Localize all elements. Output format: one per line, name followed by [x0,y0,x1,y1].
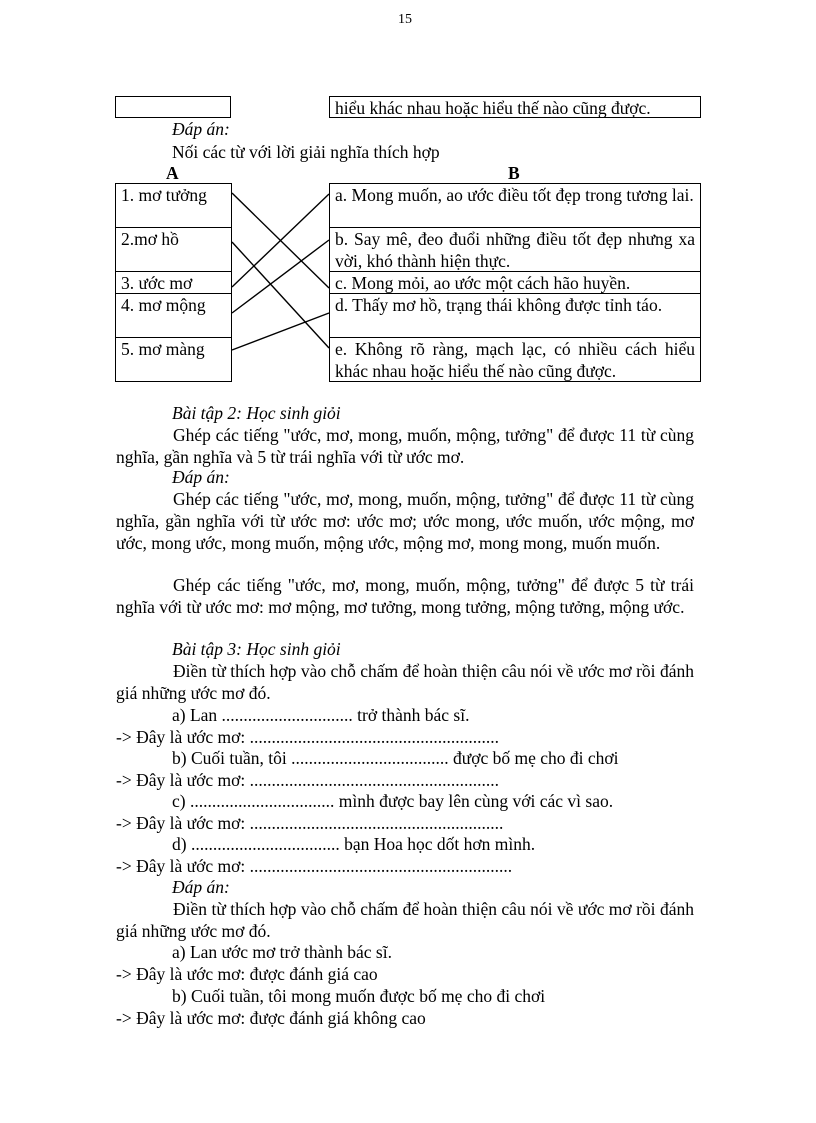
exercise-3-item-b: b) Cuối tuần, tôi .................................... được bố mẹ cho đi chơi [172,748,619,768]
exercise-3-task: Điền từ thích hợp vào chỗ chấm để hoàn thiện câu nói về ước mơ rồi đánh giá những ước mơ đó. [116,661,694,703]
exercise-3-eval-b: -> Đây là ước mơ: ......................................................... [116,770,499,790]
matching-instruction: Nối các từ với lời giải nghĩa thích hợp [172,142,440,162]
exercise-3-answer-a: a) Lan ước mơ trở thành bác sĩ. [172,942,392,962]
col-b-item-a: a. Mong muốn, ao ước điều tốt đẹp trong tương lai. [329,183,701,228]
exercise-3-eval-d: -> Đây là ước mơ: ............................................................ [116,856,513,876]
exercise-3-eval-c: -> Đây là ước mơ: .......................................................... [116,813,504,833]
page-number: 15 [398,12,412,27]
exercise-2-answer-1: Ghép các tiếng "ước, mơ, mong, muốn, mộng, tưởng" để được 11 từ cùng nghĩa, gần nghĩa với từ ước mơ: ước mơ; ước mong, ước muốn, ước mộng, mơ ước, mong ước, mong muốn, mộng ước, mộng mơ, mong mong, muốn muốn. [116,489,694,553]
exercise-3-item-c: c) ................................. mình được bay lên cùng với các vì sao. [172,791,614,811]
exercise-3-eval-a: -> Đây là ước mơ: ......................................................... [116,727,499,747]
col-a-item-5: 5. mơ màng [115,337,232,382]
exercise-2-answer-label: Đáp án: [172,467,230,487]
column-a-header: A [166,163,179,183]
col-b-item-e: e. Không rõ ràng, mạch lạc, có nhiều cách hiểu khác nhau hoặc hiểu thế nào cũng được. [329,337,701,382]
exercise-3-answer-eval-b: -> Đây là ước mơ: được đánh giá không cao [116,1008,426,1028]
top-row-b-cell: hiểu khác nhau hoặc hiểu thế nào cũng được. [329,96,701,118]
exercise-3-title: Bài tập 3: Học sinh giỏi [172,639,341,659]
col-a-item-4: 4. mơ mộng [115,293,232,338]
col-a-item-1: 1. mơ tưởng [115,183,232,228]
col-b-item-c: c. Mong mỏi, ao ước một cách hão huyền. [329,271,701,294]
exercise-2-title: Bài tập 2: Học sinh giỏi [172,403,341,423]
col-a-item-2: 2.mơ hồ [115,227,232,272]
col-b-item-b: b. Say mê, đeo đuổi những điều tốt đẹp nhưng xa vời, khó thành hiện thực. [329,227,701,272]
exercise-3-item-d: d) .................................. bạn Hoa học dốt hơn mình. [172,834,536,854]
col-a-item-3: 3. ước mơ [115,271,232,294]
exercise-3-answer-task: Điền từ thích hợp vào chỗ chấm để hoàn thiện câu nói về ước mơ rồi đánh giá những ước mơ đó. [116,899,694,941]
exercise-3-answer-b: b) Cuối tuần, tôi mong muốn được bố mẹ cho đi chơi [172,986,546,1006]
match-line-4 [232,240,329,313]
exercise-2-answer-2: Ghép các tiếng "ước, mơ, mong, muốn, mộng, tưởng" để được 5 từ trái nghĩa với từ ước mơ: mơ mộng, mơ tưởng, mong tưởng, mộng tưởng, mộng ước. [116,575,694,617]
column-b-header: B [508,163,520,183]
col-b-item-d: d. Thấy mơ hồ, trạng thái không được tỉnh táo. [329,293,701,338]
exercise-2-task: Ghép các tiếng "ước, mơ, mong, muốn, mộng, tưởng" để được 11 từ cùng nghĩa, gần nghĩa và 5 từ trái nghĩa với từ ước mơ. [116,425,694,467]
answer-label: Đáp án: [172,119,230,139]
exercise-3-item-a: a) Lan .............................. trở thành bác sĩ. [172,705,470,725]
exercise-3-answer-eval-a: -> Đây là ước mơ: được đánh giá cao [116,964,378,984]
exercise-3-answer-label: Đáp án: [172,877,230,897]
